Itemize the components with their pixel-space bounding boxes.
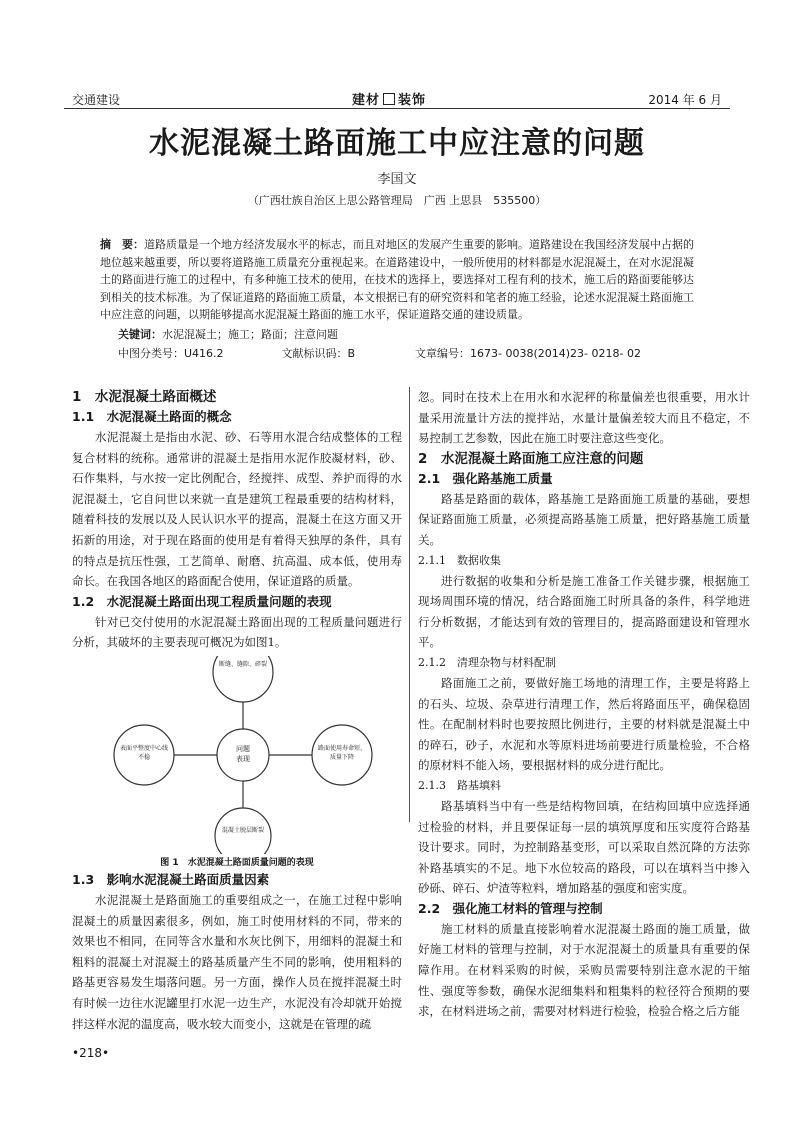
- figure-1-caption: 图 1 水泥混凝土路面质量问题的表现: [160, 857, 314, 868]
- section-2-2-paragraph: 施工材料的质量直接影响着水泥混凝土路面的施工质量，做好施工材料的管理与控制，对于水泥混凝土的质量具有重要的保障作用。在材料采购的时候，采购员需要特别注意水泥的干缩性、强度等参数，确保水泥细集料和粗集料的粒径符合预期的要求，在材料进场之前，需要对材料进行检验，检验合格之后方能: [418, 921, 750, 1019]
- section-1-3-paragraph: 水泥混凝土是路面施工的重要组成之一，在施工过程中影响混凝土的质量因素很多，例如，施工时使用材料的不同，带来的效果也不相同，在同等含水量和水灰比例下，用细料的混凝土和粗料的混凝土对混凝土的路基质量产生不同的影响，使用粗料的路基更容易发生塌落问题。另一方面，操作人员在搅拌混凝土时有时候一边往水泥罐里打水泥一边生产，水泥没有冷却就开始搅拌这样水泥的温度高，吸水较大而变小，这就是在管理的疏: [72, 892, 402, 1031]
- journal-logo-icon: [383, 93, 395, 105]
- section-2-1-1-title: 2.1.1 数据收集: [418, 553, 501, 567]
- affiliation: （广西壮族自治区上思公路管理局 广西 上思县 535500）: [247, 194, 547, 207]
- section-2-1-2-title: 2.1.2 清理杂物与材料配制: [418, 655, 556, 669]
- journal-name-part2: 装饰: [398, 93, 427, 108]
- journal-name: [352, 89, 426, 108]
- diagram-label-right: 路面使用寿命短、质量下降: [317, 744, 366, 761]
- journal-name-part1: 建材: [352, 93, 381, 108]
- section-2-title: 2 水泥混凝土路面施工应注意的问题: [418, 450, 644, 467]
- left-column: [72, 387, 402, 1034]
- doc-code: 文献标识码：B: [281, 347, 356, 360]
- section-2-1-3-title: 2.1.3 路基填料: [418, 778, 501, 792]
- section-1-3-title: 1.3 影响水泥混凝土路面质量因素: [72, 871, 270, 887]
- figure-1: [72, 656, 402, 854]
- clc-number: 中图分类号：U416.2: [118, 347, 224, 360]
- author: 李国文: [377, 172, 417, 187]
- paper-title: 水泥混凝土路面施工中应注意的问题: [149, 126, 645, 161]
- article-number: 文章编号：1673- 0038(2014)23- 0218- 02: [415, 347, 641, 360]
- diagram-label-bottom: 混凝土脱层断裂: [221, 826, 264, 834]
- diagram-label-left: 表面平整度中心线不稳: [119, 744, 168, 761]
- page-number: •218•: [72, 1046, 110, 1060]
- keywords: [118, 326, 338, 342]
- abstract: [100, 236, 694, 324]
- continued-paragraph: 忽。同时在技术上在用水和水泥秤的称量偏差也很重要，用水计量采用流量计方法的搅拌站，水量计量偏差较大而且不稳定，不易控制工艺参数，因此在施工时要注意这些变化。: [418, 390, 750, 446]
- section-2-1-title: 2.1 强化路基施工质量: [418, 470, 553, 486]
- section-1-1-title: 1.1 水泥混凝土路面的概念: [72, 409, 232, 424]
- keywords-text: 水泥混凝土；施工；路面；注意问题: [162, 328, 338, 341]
- keywords-label: 关键词：: [118, 328, 162, 341]
- issue-date: 2014 年 6 月: [648, 93, 722, 107]
- section-2-1-1-paragraph: 进行数据的收集和分析是施工准备工作关键步骤，根据施工现场周围环境的情况，结合路面施工时所具备的条件，科学地进行分析数据，才能达到有效的管理目的，提高路面建设和管理水平。: [418, 573, 750, 650]
- section-2-1-paragraph: 路基是路面的载体，路基施工是路面施工质量的基础，要想保证路面施工质量，必须提高路基施工质量，把好路基施工质量关。: [418, 491, 750, 547]
- section-2-1-3-paragraph: 路基填料当中有一些是结构物回填，在结构回填中应选择通过检验的材料，并且要保证每一层的填筑厚度和压实度符合路基设计要求。同时，为控制路基变形，可以采取自然沉降的方法弥补路基填实的不足。地下水位较高的路段，可以在填料当中掺入砂砾、碎石、炉渣等粒料，增加路基的强度和密实度。: [418, 798, 750, 896]
- abstract-text: 道路质量是一个地方经济发展水平的标志，而且对地区的发展产生重要的影响。道路建设在我国经济发展中占据的地位越来越重要，所以要将道路施工质量充分重视起来。在道路建设中，一般所使用的材料都是水泥混凝土，在对水泥混凝土的路面进行施工的过程中，有多种施工技术的使用，在技术的选择上，要选择对工程有利的技术，施工后的路面要能够达到相关的技术标准。为了保证道路的路面施工质量，本文根据已有的研究资料和笔者的施工经验，论述水泥混凝土路面施工中应注意的问题，以期能够提高水泥混凝土路面的施工水平，保证道路交通的建设质量。: [100, 238, 694, 321]
- section-1-2-title: 1.2 水泥混凝土路面出现工程质量问题的表现: [72, 593, 332, 609]
- column-divider: [409, 387, 410, 822]
- right-column: [418, 387, 750, 1022]
- section-1-2-paragraph: 针对已交付使用的水泥混凝土路面出现的工程质量问题进行分析，其破坏的主要表现可概况为如图1。: [72, 614, 402, 650]
- section-2-2-title: 2.2 强化施工材料的管理与控制: [418, 900, 603, 916]
- journal-section: 交通建设: [72, 93, 121, 107]
- header-rule: [64, 108, 730, 109]
- diagram-label-center: 问题 表现: [236, 744, 250, 763]
- classification: [118, 345, 698, 361]
- section-1-title: 1 水泥混凝土路面概述: [72, 389, 217, 405]
- diagram-label-top: 断缝、缝隙、碎裂: [218, 660, 267, 668]
- section-1-1-paragraph: 水泥混凝土是指由水泥、砂、石等用水混合结成整体的工程复合材料的统称。通常讲的混凝土是指用水泥作胶凝材料，砂、石作集料，与水按一定比例配合，经搅拌、成型、养护而得的水泥混凝土，它自问世以来就一直是建筑工程最重要的结构材料，随着科技的发展以及人民认识水平的提高，混凝土在这方面又开拓新的用途，对于现在路面的使用是有着得天独厚的条件，具有的特点是抗压性强，工艺简单、耐磨、抗高温、成本低，使用寿命长。在我国各地区的路面配合使用，保证道路的质量。: [72, 430, 402, 589]
- section-2-1-2-paragraph: 路面施工之前，要做好施工场地的清理工作，主要是将路上的石头、垃圾、杂草进行清理工作，然后将路面压平，确保稳固性。在配制材料时也要按照比例进行，主要的材料就是混凝土中的碎石，砂子，水泥和水等原料进场前要进行质量检验，不合格的原材料不能入场，要根据材料的成分进行配比。: [418, 675, 750, 773]
- abstract-label: 摘 要：: [100, 238, 144, 251]
